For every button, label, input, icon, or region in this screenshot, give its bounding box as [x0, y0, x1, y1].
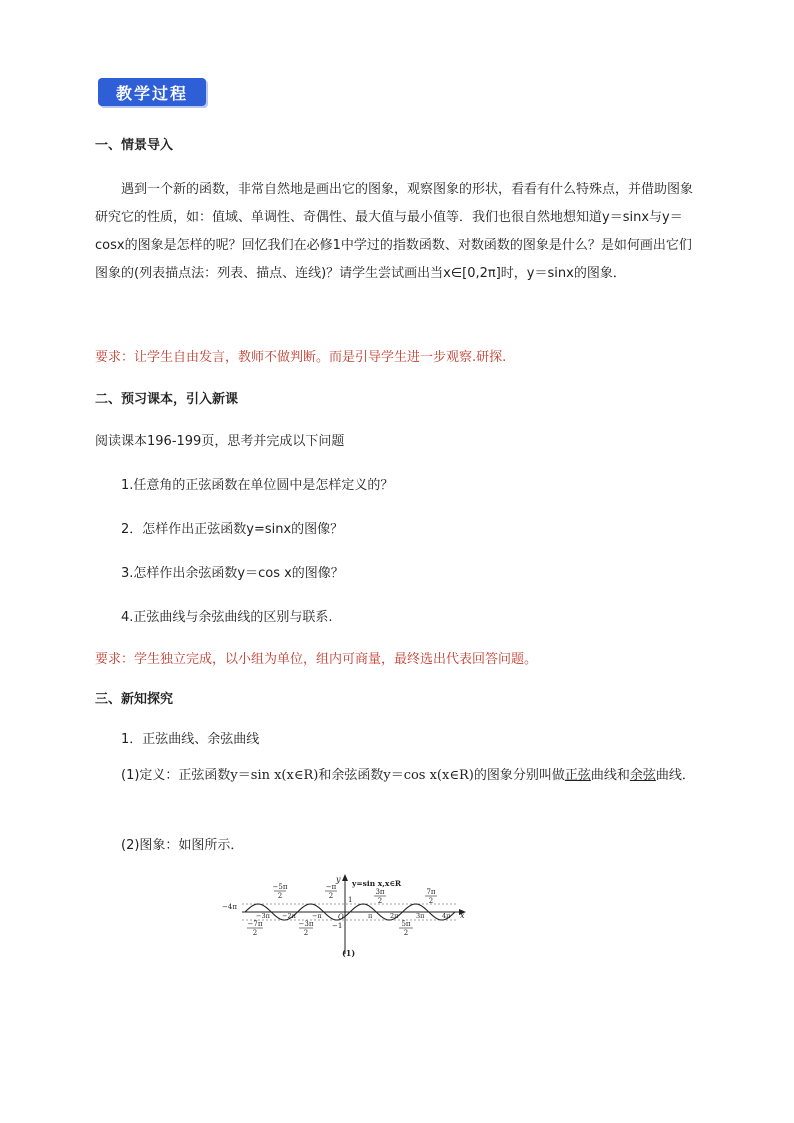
y-axis-arrow-icon [342, 874, 348, 881]
blank-cosine: 余弦 [629, 768, 656, 783]
blank-sine: 正弦 [564, 768, 591, 783]
tick-bottom-den: 2 [252, 929, 258, 937]
origin-label: O [338, 913, 344, 921]
section-badge: 教学过程 [98, 78, 206, 106]
heading-new-knowledge: 三、新知探究 [95, 692, 174, 707]
axis-label: π [368, 912, 373, 920]
heading-intro: 一、情景导入 [95, 138, 174, 153]
requirement-1: 要求：让学生自由发言，教师不做判断。而是引导学生进一步观察.研探. [95, 350, 507, 365]
tick-bottom-num: −3π [298, 920, 314, 928]
one-label: 1 [348, 896, 353, 904]
axis-label: −2π [282, 912, 296, 920]
sine-graph-figure [220, 872, 480, 962]
intro-paragraph: 遇到一个新的函数，非常自然地是画出它的图象，观察图象的形状，看看有什么特殊点，并借助图象研究它的性质，如：值域、单调性、奇偶性、最大值与最小值等．我们也很自然地想知道y＝sinx与y＝cosx的图象是怎样的呢？回忆我们在必修1中学过的指数函数、对数函数的图象是什么？是如何画出它们图象的(列表描点法：列表、描点、连线)？请学生尝试画出当x∈[0,2π]时，y＝sinx的图象． [95, 182, 694, 281]
axis-label: 4π [442, 912, 451, 920]
axis-label: −4π [222, 903, 237, 911]
neg-one-label: −1 [332, 922, 343, 930]
question-2: 2．怎样作出正弦函数y=sinx的图像？ [121, 522, 344, 537]
tick-top-den: 2 [277, 892, 283, 900]
tick-top-den: 2 [428, 897, 434, 905]
axis-label: −3π [256, 912, 270, 920]
axis-label: −π [312, 912, 322, 920]
tick-top-den: 2 [328, 892, 334, 900]
tick-bottom-num: 5π [401, 920, 411, 928]
question-3: 3.怎样作出余弦函数y＝cos x的图像？ [121, 566, 344, 581]
tick-top-num: 7π [426, 888, 436, 896]
heading-preview: 二、预习课本，引入新课 [95, 392, 239, 407]
tick-top-num: 3π [375, 888, 385, 896]
tick-bottom-den: 2 [303, 929, 309, 937]
axis-label: 3π [416, 912, 425, 920]
question-4: 4.正弦曲线与余弦曲线的区别与联系. [121, 610, 333, 625]
x-axis-label: x [460, 911, 465, 920]
function-label: y=sin x,x∈R [352, 879, 402, 888]
subheading-curves: 1．正弦曲线、余弦曲线 [121, 732, 260, 747]
reading-task: 阅读课本196-199页，思考并完成以下问题 [95, 434, 345, 449]
y-axis-label: y [336, 875, 341, 884]
figure-intro: (2)图象：如图所示． [121, 838, 244, 853]
tick-bottom-den: 2 [403, 929, 409, 937]
question-1: 1.任意角的正弦函数在单位圆中是怎样定义的？ [121, 478, 394, 493]
tick-top-den: 2 [377, 897, 383, 905]
tick-top-num: −5π [272, 883, 288, 891]
definition-paragraph: (1)定义：正弦函数y＝sin x(x∈R)和余弦函数y＝cos x(x∈R)的图象分别叫做正弦曲线和余弦曲线． [121, 768, 695, 783]
requirement-2: 要求：学生独立完成，以小组为单位，组内可商量，最终选出代表回答问题。 [95, 652, 538, 667]
tick-top-num: −π [325, 883, 337, 891]
figure-caption: (1) [342, 948, 356, 958]
axis-label: 2π [390, 912, 399, 920]
tick-bottom-num: −7π [247, 920, 263, 928]
